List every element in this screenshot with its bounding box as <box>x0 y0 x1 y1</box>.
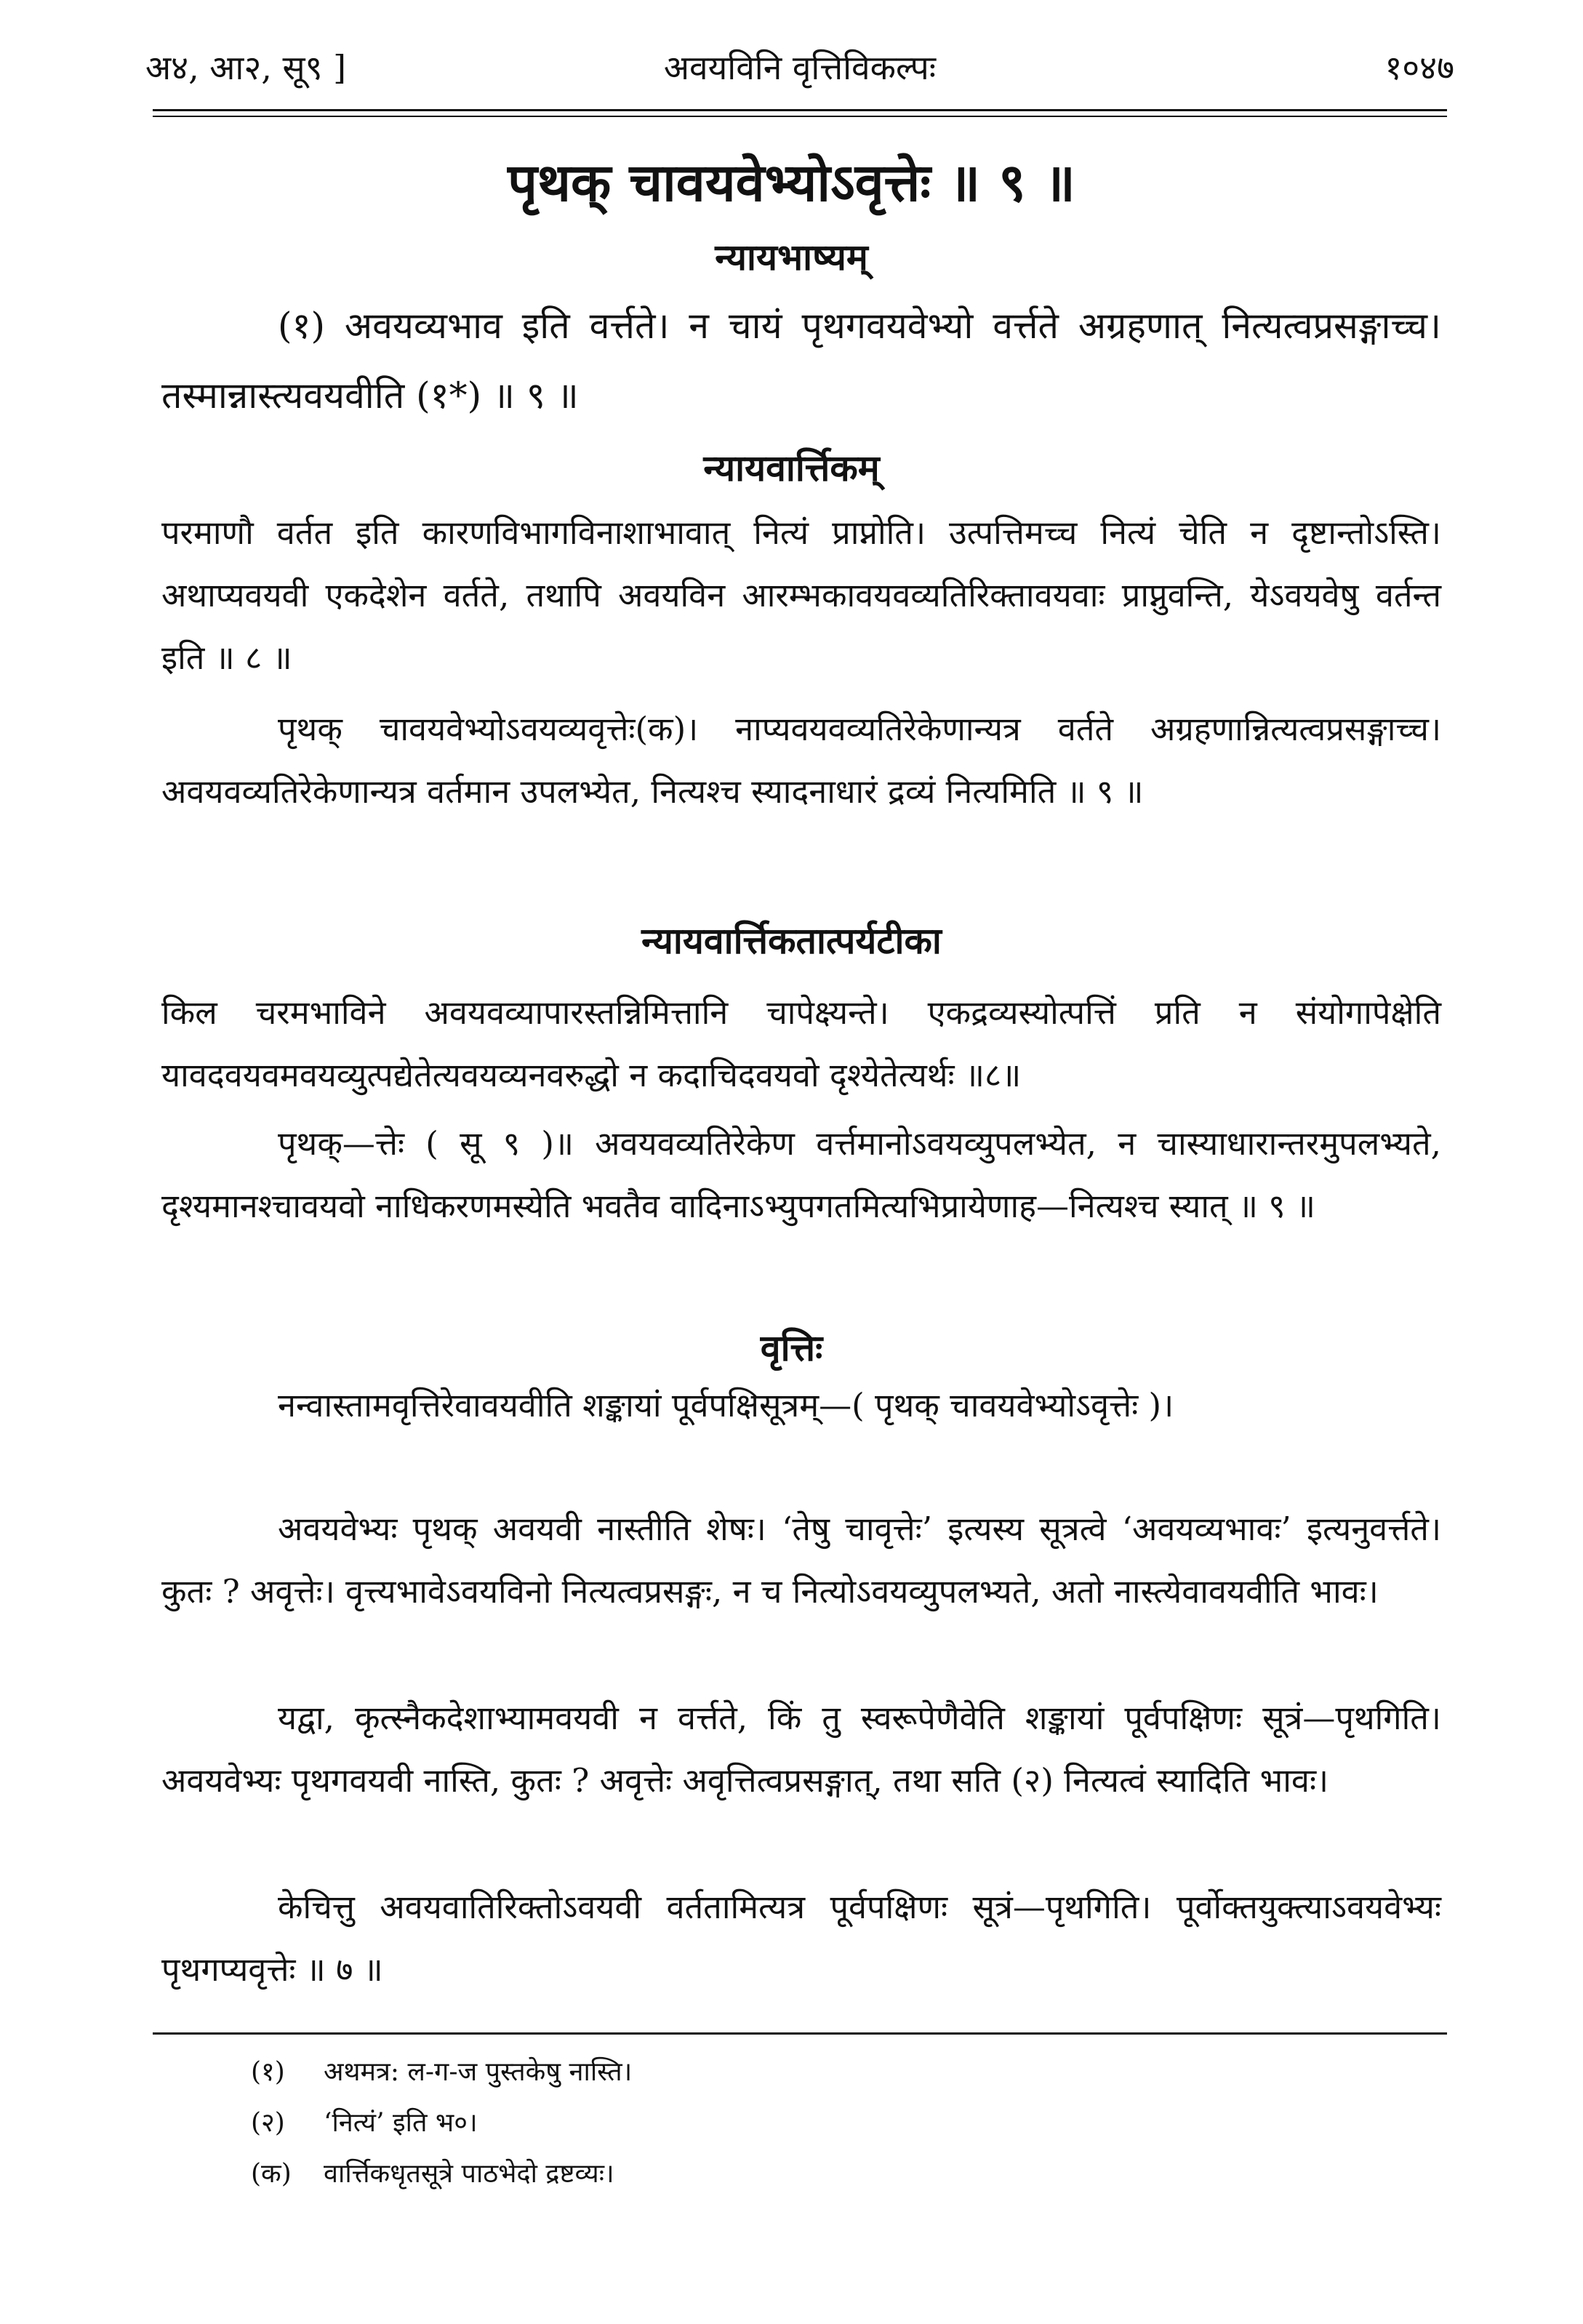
footnote-rule <box>153 2032 1447 2035</box>
vritti-paragraph-4: केचित्तु अवयवातिरिक्तोऽवयवी वर्ततामित्यत्र पूर्वपक्षिणः सूत्रं—पृथगिति। पूर्वोक्तयुक्त्याऽवयवेभ्यः पृथगप्यवृत्तेः ॥ ७ ॥ <box>161 1888 1441 1989</box>
footnote <box>251 2149 1342 2200</box>
varttika-paragraph-2: पृथक् चावयवेभ्योऽवयव्यवृत्तेः(क)। नाप्यवयवव्यतिरेकेणान्यत्र वर्तते अग्रहणान्नित्यत्वप्रसङ्गाच्च। अवयवव्यतिरेकेणान्यत्र वर्तमान उपलभ्येत, नित्यश्च स्यादनाधारं द्रव्यं नित्यमिति ॥ ९ ॥ <box>161 710 1441 811</box>
footnote-text: अथमत्र: ल-ग-ज पुस्तकेषु नास्ति। <box>324 2057 633 2087</box>
footnote-text: वार्त्तिकधृतसूत्रे पाठभेदो द्रष्टव्यः। <box>324 2159 614 2189</box>
vritti-paragraph-3: यद्वा, कृत्स्नैकदेशाभ्यामवयवी न वर्त्तते, किं तु स्वरूपेणैवेति शङ्कायां पूर्वपक्षिणः सूत्रं—पृथगिति। अवयवेभ्यः पृथगवयवी नास्ति, कुतः ? अवृत्तेः अवृत्तित्वप्रसङ्गात्, तथा सति (२) नित्यत्वं स्यादिति भावः। <box>161 1699 1441 1800</box>
tika-paragraph-2: पृथक्—त्तेः ( सू ९ )॥ अवयवव्यतिरेकेण वर्त्तमानोऽवयव्युपलभ्येत, न चास्याधारान्तरमुपलभ्यते, दृश्यमानश्चावयवो नाधिकरणमस्येति भवतैव वादिनाऽभ्युपगतमित्यभिप्रायेणाह—नित्यश्च स्यात् ॥ ९ ॥ <box>161 1124 1441 1225</box>
header-left: अ४, आ२, सू९ ] <box>145 48 347 87</box>
header-title: अवयविनि वृत्तिविकल्पः <box>663 48 937 87</box>
bhashya-heading: न्यायभाष्यम् <box>715 236 868 279</box>
sutra-title: पृथक् चावयवेभ्योऽवृत्तेः ॥ ९ ॥ <box>508 151 1075 213</box>
tika-heading: न्यायवार्त्तिकतात्पर्यटीका <box>641 919 942 962</box>
vritti-paragraph-1: नन्वास्तामवृत्तिरेवावयवीति शङ्कायां पूर्वपक्षिसूत्रम्—( पृथक् चावयवेभ्योऽवृत्तेः )। <box>278 1386 1174 1425</box>
footnotes <box>251 2047 1342 2200</box>
tika-paragraph-1: किल चरमभाविने अवयवव्यापारस्तन्निमित्तानि चापेक्ष्यन्ते। एकद्रव्यस्योत्पत्तिं प्रति न संयोगापेक्षेति यावदवयवमवयव्युत्पद्येतेत्यवयव्यनवरुद्धो न कदाचिदवयवो दृश्येतेत्यर्थः ॥८॥ <box>161 993 1441 1094</box>
running-header <box>145 38 1454 96</box>
vritti-heading: वृत्तिः <box>760 1326 823 1369</box>
footnote-mark: (क) <box>251 2159 292 2189</box>
footnote <box>251 2047 1342 2098</box>
bhashya-text: (१) अवयव्यभाव इति वर्त्तते। न चायं पृथगवयवेभ्यो वर्त्तते अग्रहणात् नित्यत्वप्रसङ्गाच्च। तस्मान्नास्त्यवयवीति (१*) ॥ ९ ॥ <box>161 305 1441 417</box>
varttika-paragraph-1: परमाणौ वर्तत इति कारणविभागविनाशाभावात् नित्यं प्राप्नोति। उत्पत्तिमच्च नित्यं चेति न दृष्टान्तोऽस्ति। अथाप्यवयवी एकदेशेन वर्तते, तथापि अवयविन आरम्भकावयवव्यतिरिक्तावयवाः प्राप्नुवन्ति, येऽवयवेषु वर्तन्त इति ॥ ८ ॥ <box>161 513 1441 677</box>
footnote-text: ‘नित्यं’ इति भ०। <box>324 2108 478 2138</box>
footnote <box>251 2098 1342 2149</box>
varttika-heading: न्यायवार्त्तिकम् <box>703 446 880 489</box>
vritti-paragraph-2: अवयवेभ्यः पृथक् अवयवी नास्तीति शेषः। ‘तेषु चावृत्तेः’ इत्यस्य सूत्रत्वे ‘अवयव्यभावः’ इत्यनुवर्त्तते। कुतः ? अवृत्तेः। वृत्त्यभावेऽवयविनो नित्यत्वप्रसङ्गः, न च नित्योऽवयव्युपलभ्यते, अतो नास्त्येवावयवीति भावः। <box>161 1510 1441 1611</box>
footnote-mark: (१) <box>251 2057 285 2087</box>
header-rule <box>153 109 1447 117</box>
footnote-mark: (२) <box>251 2108 285 2138</box>
page-number: १०४७ <box>1384 48 1454 87</box>
